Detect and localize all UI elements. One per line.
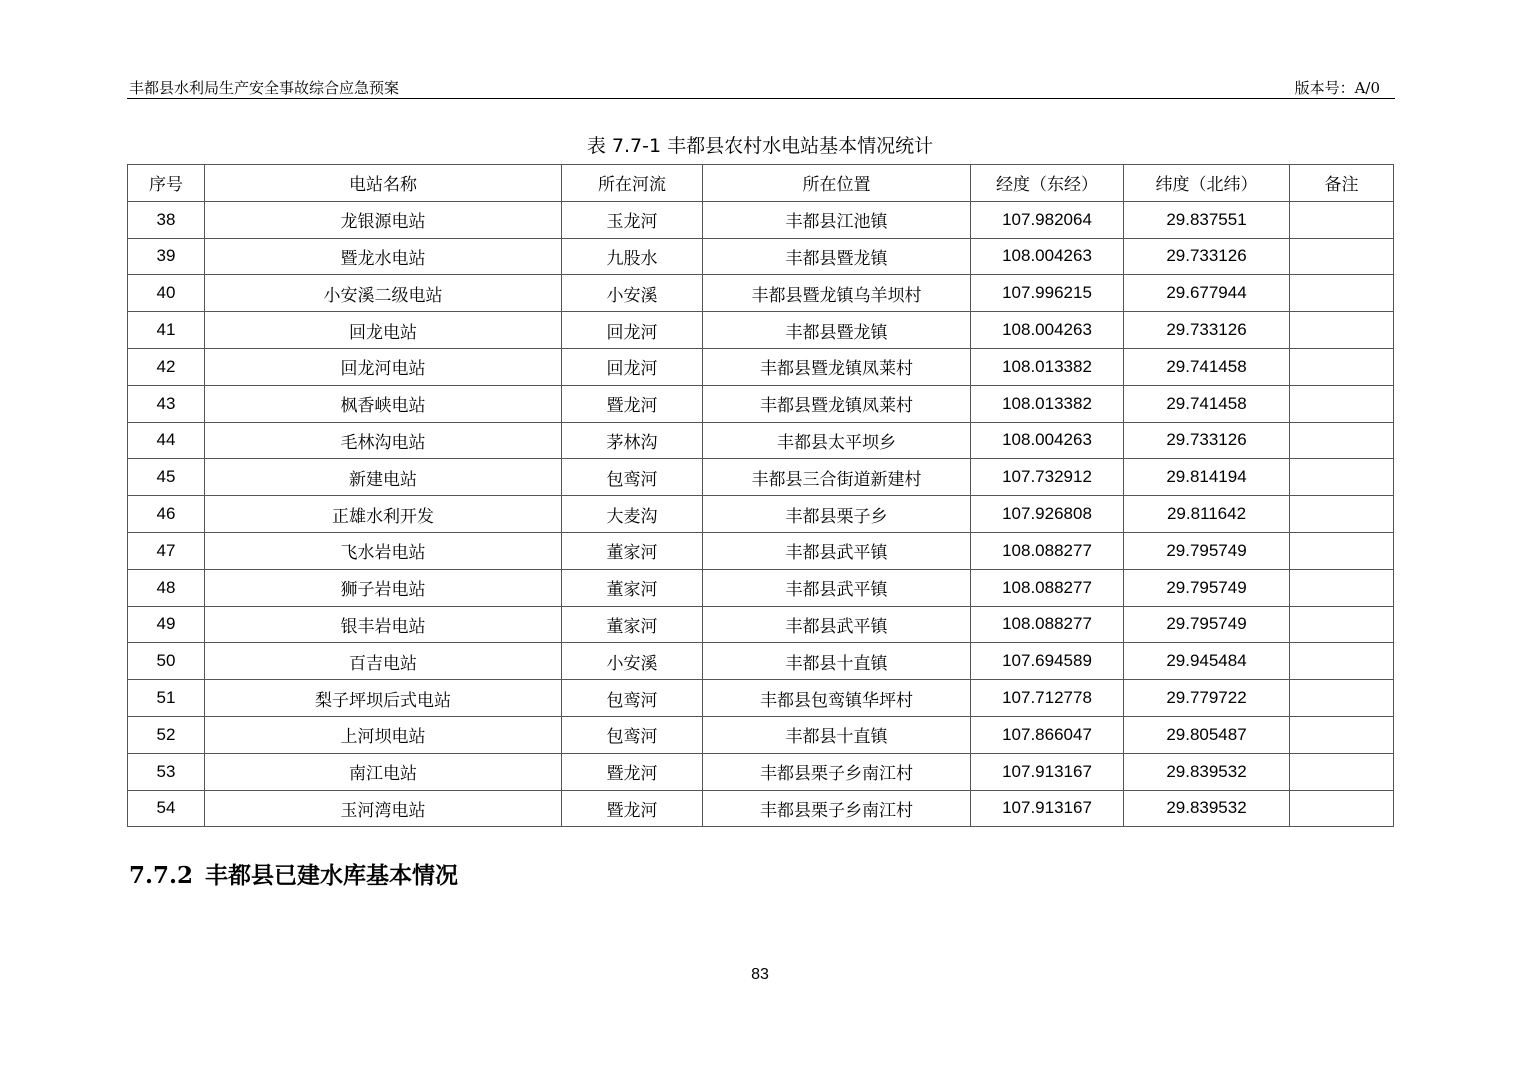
column-header-remarks: 备注 [1290, 165, 1394, 202]
location-cell: 丰都县武平镇 [703, 606, 971, 643]
index-cell: 54 [128, 790, 205, 827]
document-title: 丰都县水利局生产安全事故综合应急预案 [129, 79, 400, 97]
remarks-cell [1290, 532, 1394, 569]
river-cell: 包鸾河 [562, 716, 703, 753]
latitude-cell: 29.945484 [1124, 643, 1290, 680]
remarks-cell [1290, 753, 1394, 790]
station-name-cell: 毛林沟电站 [205, 422, 562, 459]
longitude-cell: 107.866047 [971, 716, 1124, 753]
table-row [128, 790, 1394, 827]
station-name-cell: 狮子岩电站 [205, 569, 562, 606]
longitude-cell: 108.013382 [971, 348, 1124, 385]
location-cell: 丰都县暨龙镇 [703, 238, 971, 275]
table-body [128, 201, 1394, 827]
river-cell: 茅林沟 [562, 422, 703, 459]
remarks-cell [1290, 348, 1394, 385]
station-name-cell: 暨龙水电站 [205, 238, 562, 275]
longitude-cell: 108.013382 [971, 385, 1124, 422]
latitude-cell: 29.677944 [1124, 275, 1290, 312]
river-cell: 包鸾河 [562, 459, 703, 496]
location-cell: 丰都县武平镇 [703, 532, 971, 569]
location-cell: 丰都县暨龙镇凤莱村 [703, 348, 971, 385]
table-row [128, 753, 1394, 790]
station-name-cell: 玉河湾电站 [205, 790, 562, 827]
latitude-cell: 29.795749 [1124, 606, 1290, 643]
longitude-cell: 107.982064 [971, 201, 1124, 238]
column-header-index: 序号 [128, 165, 205, 202]
location-cell: 丰都县武平镇 [703, 569, 971, 606]
latitude-cell: 29.837551 [1124, 201, 1290, 238]
table-row [128, 532, 1394, 569]
river-cell: 大麦沟 [562, 496, 703, 533]
station-name-cell: 正雄水利开发 [205, 496, 562, 533]
longitude-cell: 107.996215 [971, 275, 1124, 312]
location-cell: 丰都县栗子乡南江村 [703, 753, 971, 790]
longitude-cell: 108.004263 [971, 422, 1124, 459]
longitude-cell: 108.088277 [971, 532, 1124, 569]
column-header-river: 所在河流 [562, 165, 703, 202]
table-row [128, 348, 1394, 385]
header-divider [127, 98, 1395, 99]
column-header-latitude: 纬度（北纬） [1124, 165, 1290, 202]
table-header-row [128, 165, 1394, 202]
table-row [128, 569, 1394, 606]
column-header-location: 所在位置 [703, 165, 971, 202]
index-cell: 53 [128, 753, 205, 790]
index-cell: 49 [128, 606, 205, 643]
location-cell: 丰都县栗子乡南江村 [703, 790, 971, 827]
version-label: 版本号：A/0 [1294, 79, 1380, 97]
latitude-cell: 29.733126 [1124, 422, 1290, 459]
remarks-cell [1290, 275, 1394, 312]
remarks-cell [1290, 459, 1394, 496]
index-cell: 38 [128, 201, 205, 238]
station-name-cell: 小安溪二级电站 [205, 275, 562, 312]
remarks-cell [1290, 569, 1394, 606]
river-cell: 暨龙河 [562, 385, 703, 422]
section-title: 丰都县已建水库基本情况 [205, 862, 459, 889]
location-cell: 丰都县十直镇 [703, 643, 971, 680]
longitude-cell: 107.913167 [971, 790, 1124, 827]
index-cell: 51 [128, 680, 205, 717]
station-name-cell: 龙银源电站 [205, 201, 562, 238]
table-row [128, 680, 1394, 717]
index-cell: 42 [128, 348, 205, 385]
index-cell: 50 [128, 643, 205, 680]
table-caption: 表 7.7-1 丰都县农村水电站基本情况统计 [586, 135, 934, 157]
longitude-cell: 107.694589 [971, 643, 1124, 680]
river-cell: 九股水 [562, 238, 703, 275]
table-row [128, 606, 1394, 643]
table-row [128, 496, 1394, 533]
longitude-cell: 108.004263 [971, 238, 1124, 275]
remarks-cell [1290, 790, 1394, 827]
river-cell: 包鸾河 [562, 680, 703, 717]
latitude-cell: 29.839532 [1124, 790, 1290, 827]
column-header-station-name: 电站名称 [205, 165, 562, 202]
location-cell: 丰都县暨龙镇凤莱村 [703, 385, 971, 422]
location-cell: 丰都县暨龙镇 [703, 312, 971, 349]
station-name-cell: 新建电站 [205, 459, 562, 496]
station-name-cell: 银丰岩电站 [205, 606, 562, 643]
index-cell: 41 [128, 312, 205, 349]
remarks-cell [1290, 716, 1394, 753]
table-row [128, 385, 1394, 422]
remarks-cell [1290, 606, 1394, 643]
index-cell: 47 [128, 532, 205, 569]
index-cell: 48 [128, 569, 205, 606]
river-cell: 回龙河 [562, 348, 703, 385]
longitude-cell: 108.004263 [971, 312, 1124, 349]
river-cell: 董家河 [562, 532, 703, 569]
latitude-cell: 29.811642 [1124, 496, 1290, 533]
station-name-cell: 百吉电站 [205, 643, 562, 680]
index-cell: 45 [128, 459, 205, 496]
latitude-cell: 29.805487 [1124, 716, 1290, 753]
station-name-cell: 飞水岩电站 [205, 532, 562, 569]
river-cell: 小安溪 [562, 643, 703, 680]
section-heading [129, 860, 458, 892]
table-row [128, 312, 1394, 349]
river-cell: 暨龙河 [562, 753, 703, 790]
latitude-cell: 29.814194 [1124, 459, 1290, 496]
longitude-cell: 108.088277 [971, 606, 1124, 643]
index-cell: 43 [128, 385, 205, 422]
location-cell: 丰都县三合街道新建村 [703, 459, 971, 496]
remarks-cell [1290, 201, 1394, 238]
latitude-cell: 29.733126 [1124, 312, 1290, 349]
river-cell: 暨龙河 [562, 790, 703, 827]
location-cell: 丰都县江池镇 [703, 201, 971, 238]
table-row [128, 238, 1394, 275]
latitude-cell: 29.795749 [1124, 532, 1290, 569]
station-name-cell: 回龙河电站 [205, 348, 562, 385]
longitude-cell: 107.926808 [971, 496, 1124, 533]
index-cell: 44 [128, 422, 205, 459]
station-name-cell: 枫香峡电站 [205, 385, 562, 422]
remarks-cell [1290, 312, 1394, 349]
page-number: 83 [751, 966, 769, 983]
index-cell: 52 [128, 716, 205, 753]
latitude-cell: 29.795749 [1124, 569, 1290, 606]
longitude-cell: 107.732912 [971, 459, 1124, 496]
index-cell: 40 [128, 275, 205, 312]
remarks-cell [1290, 680, 1394, 717]
river-cell: 玉龙河 [562, 201, 703, 238]
location-cell: 丰都县太平坝乡 [703, 422, 971, 459]
latitude-cell: 29.733126 [1124, 238, 1290, 275]
index-cell: 46 [128, 496, 205, 533]
river-cell: 董家河 [562, 569, 703, 606]
station-name-cell: 回龙电站 [205, 312, 562, 349]
remarks-cell [1290, 385, 1394, 422]
remarks-cell [1290, 422, 1394, 459]
latitude-cell: 29.741458 [1124, 348, 1290, 385]
longitude-cell: 108.088277 [971, 569, 1124, 606]
location-cell: 丰都县十直镇 [703, 716, 971, 753]
hydropower-station-table [127, 164, 1394, 827]
index-cell: 39 [128, 238, 205, 275]
remarks-cell [1290, 238, 1394, 275]
longitude-cell: 107.913167 [971, 753, 1124, 790]
section-number: 7.7.2 [129, 862, 194, 889]
station-name-cell: 梨子坪坝后式电站 [205, 680, 562, 717]
longitude-cell: 107.712778 [971, 680, 1124, 717]
column-header-longitude: 经度（东经） [971, 165, 1124, 202]
river-cell: 回龙河 [562, 312, 703, 349]
table-row [128, 716, 1394, 753]
latitude-cell: 29.839532 [1124, 753, 1290, 790]
location-cell: 丰都县包鸾镇华坪村 [703, 680, 971, 717]
table-row [128, 643, 1394, 680]
station-name-cell: 南江电站 [205, 753, 562, 790]
table-row [128, 422, 1394, 459]
table-row [128, 275, 1394, 312]
location-cell: 丰都县暨龙镇乌羊坝村 [703, 275, 971, 312]
river-cell: 小安溪 [562, 275, 703, 312]
station-name-cell: 上河坝电站 [205, 716, 562, 753]
remarks-cell [1290, 643, 1394, 680]
table-row [128, 459, 1394, 496]
latitude-cell: 29.779722 [1124, 680, 1290, 717]
river-cell: 董家河 [562, 606, 703, 643]
remarks-cell [1290, 496, 1394, 533]
table-row [128, 201, 1394, 238]
latitude-cell: 29.741458 [1124, 385, 1290, 422]
location-cell: 丰都县栗子乡 [703, 496, 971, 533]
